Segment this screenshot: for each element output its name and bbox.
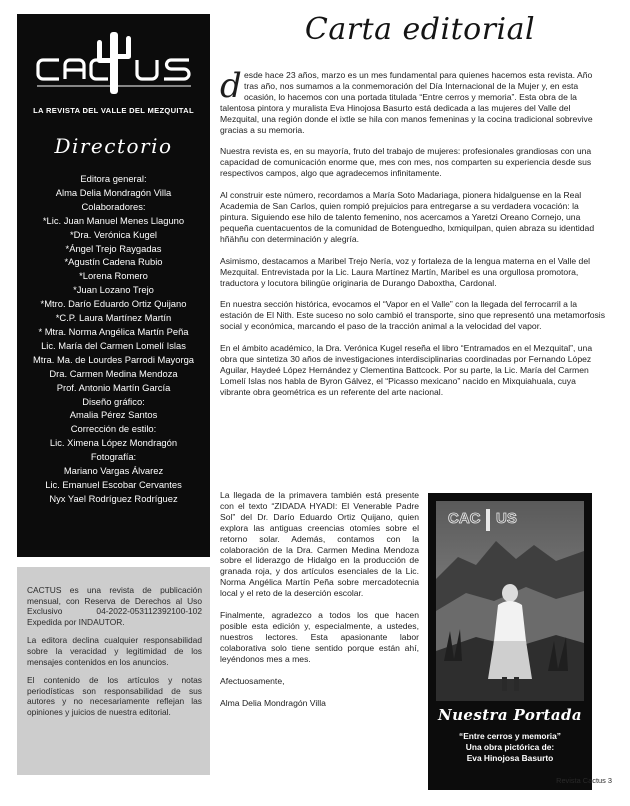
staff-line: Diseño gráfico:	[82, 395, 145, 407]
staff-line: Dra. Carmen Medina Mendoza	[49, 367, 178, 379]
staff-line: *Dra. Verónica Kugel	[69, 228, 158, 240]
legal-paragraph: CACTUS es una revista de publicación mensual, con Reserva de Derechos al Uso Exclusivo 04-2022-053112392100-102 Expedida por INDAUTOR.	[27, 585, 202, 627]
staff-line: *Agustín Cadena Rubio	[64, 256, 163, 268]
legal-paragraph: La editora declina cualquier responsabilidad sobre la veracidad y legitimidad de los mensajes contenidos en los anuncios.	[27, 635, 202, 667]
staff-line: *Ángel Trejo Raygadas	[65, 242, 162, 254]
staff-line: Alma Delia Mondragón Villa	[55, 186, 172, 198]
page-footer	[556, 776, 612, 785]
cover-caption-line: Una obra pictórica de:	[465, 742, 555, 752]
cover-painting-image	[436, 501, 584, 701]
staff-line: Mariano Vargas Álvarez	[63, 465, 164, 477]
staff-line: Editora general:	[80, 173, 147, 184]
cover-caption	[428, 731, 592, 764]
staff-line: Fotografía:	[90, 451, 137, 463]
staff-line: Prof. Antonio Martín García	[56, 381, 171, 393]
directory-title: Directorio	[54, 134, 173, 158]
staff-line: Lic. María del Carmen Lomelí Islas	[41, 339, 186, 351]
staff-line: Mtra. Ma. de Lourdes Parrodi Mayorga	[32, 353, 194, 365]
cactus-logo	[29, 26, 199, 98]
cover-feature-box	[428, 493, 592, 790]
drop-cap: d	[220, 66, 242, 106]
cover-caption-line: Eva Hinojosa Basurto	[466, 753, 554, 763]
closing-line: Afectuosamente,	[220, 675, 285, 686]
editorial-narrow-column	[220, 490, 419, 719]
article-paragraph: La llegada de la primavera también está presente con el texto “ZIDADA HYADI: El Venerable Padre Sol” del Dr. Darío Eduardo Ortiz Quijano, quien explora las antiguas creencias otomíes sobre el retorno solar. Además, contamos con la colaboración de la Dra. Carmen Medina Mendoza sobre el liderazgo de Hidalgo en la producción de granada roja, y dos artículos esenciales de la Lic. Norma Angélica Martín Peña sobre mercadotecnia local y el reto de la deserción escolar.	[220, 490, 419, 599]
article-paragraph: Nuestra revista es, en su mayoría, fruto del trabajo de mujeres: profesionales grandiosas con una capacidad de comunicación enorme que, mes con mes, nos comparten su experiencia desde sus respectivos campos, algo que agradecemos infinitamente.	[220, 146, 592, 179]
page-number: 3	[607, 776, 612, 785]
editor-signature: Alma Delia Mondragón Villa	[220, 697, 326, 708]
page-title: Carta editorial	[304, 12, 536, 47]
article-paragraph: Asimismo, destacamos a Maribel Trejo Nería, voz y fortaleza de la lengua materna en el Valle del Mezquital. Entrevistada por la Lic. Laura Martínez Martín, Maribel es una orgullosa promotora, traductora y locutora bilingüe originaria de Durango Daboxtha, Cardonal.	[220, 255, 591, 288]
footer-magazine-name: Revista Cactus	[556, 776, 606, 785]
staff-line: Colaboradores:	[81, 200, 146, 212]
staff-line: *C.P. Laura Martínez Martín	[55, 312, 172, 324]
svg-text:US: US	[496, 510, 517, 527]
staff-line: *Mtro. Darío Eduardo Ortiz Quijano	[40, 298, 187, 310]
cover-caption-line: “Entre cerros y memoria”	[459, 731, 561, 741]
staff-line: *Juan Lozano Trejo	[73, 284, 154, 296]
legal-paragraph: El contenido de los artículos y notas periodísticas son responsabilidad de sus autores y no necesariamente reflejan las opiniones y juicios de nuestra editorial.	[27, 675, 202, 717]
staff-line: Corrección de estilo:	[70, 423, 157, 435]
staff-list	[17, 172, 210, 506]
legal-notice-box	[17, 567, 210, 775]
svg-text:CAC: CAC	[448, 510, 481, 527]
staff-line: * Mtra. Norma Angélica Martín Peña	[38, 325, 189, 337]
directory-panel	[17, 14, 210, 557]
staff-line: Amalia Pérez Santos	[69, 409, 158, 421]
staff-line: Lic. Ximena López Mondragón	[49, 437, 178, 449]
article-paragraph: En el ámbito académico, la Dra. Verónica Kugel reseña el libro “Entramados en el Mezquital”, una obra que sintetiza 30 años de investigaciones interdisciplinarias coordinadas por Fernando López Aguilar, Haydeé López Hernández y Clementina Battcock. Por su parte, la Lic. María del Carmen Lomelí Islas nos habla de Byron Gálvez, el “Picasso mexicano” nacido en Mixquiahuala, cuya vibrante obra geométrica es un referente del arte nacional.	[220, 343, 593, 397]
article-paragraph: Al construir este número, recordamos a María Soto Madariaga, pionera hidalguense en la Real Academia de San Carlos, quien rompió prejuicios para entregarse a su verdadera vocación: la pintura. Siguiendo ese hilo de talento femenino, nos acercamos a Yaretzi Oreano Cornejo, una pequeña cuentacuentos de la comunidad de Botenguedho, Ixmiquilpan, quien abraza su identidad hñähñu con determinación y alegría.	[220, 190, 595, 244]
cover-label: Nuestra Portada	[437, 706, 583, 724]
editorial-article	[220, 66, 608, 409]
magazine-tagline: LA REVISTA DEL VALLE DEL MEZQUITAL	[33, 106, 194, 115]
article-paragraph: En nuestra sección histórica, evocamos el “Vapor en el Valle” con la llegada del ferrocarril a la estación de El Nith. Este suceso no solo cambió el transporte, sino que representó una metamorfosis social y económica, marcando el paso de la tracción animal a la velocidad del vapor.	[220, 299, 606, 332]
staff-line: Lic. Emanuel Escobar Cervantes	[45, 478, 182, 490]
article-paragraph: Finalmente, agradezco a todos los que hacen posible esta edición y, especialmente, a ustedes, nuestros lectores. Esta apasionante labor colaborativa solo tiene sentido porque están ahí, leyéndonos mes a mes.	[220, 610, 419, 664]
staff-line: *Lorena Romero	[79, 270, 148, 282]
staff-line: Nyx Yael Rodríguez Rodríguez	[49, 492, 178, 504]
article-paragraph: desde hace 23 años, marzo es un mes fundamental para quienes hacemos esta revista. Año tras año, nos sumamos a la conmemoración del Día Internacional de la Mujer y, en esta ocasión, lo hacemos con una portada titulada “Entre cerros y memoria”. Esta obra de la talentosa pintora y muralista Eva Hinojosa Basurto está dedicada a las mujeres del Valle del Mezquital, una región donde el ixtle se hila con manos femeninas y la cocina tradicional sobrevive gracias a su memoria.	[220, 66, 593, 135]
staff-line: *Lic. Juan Manuel Menes Llaguno	[42, 214, 185, 226]
